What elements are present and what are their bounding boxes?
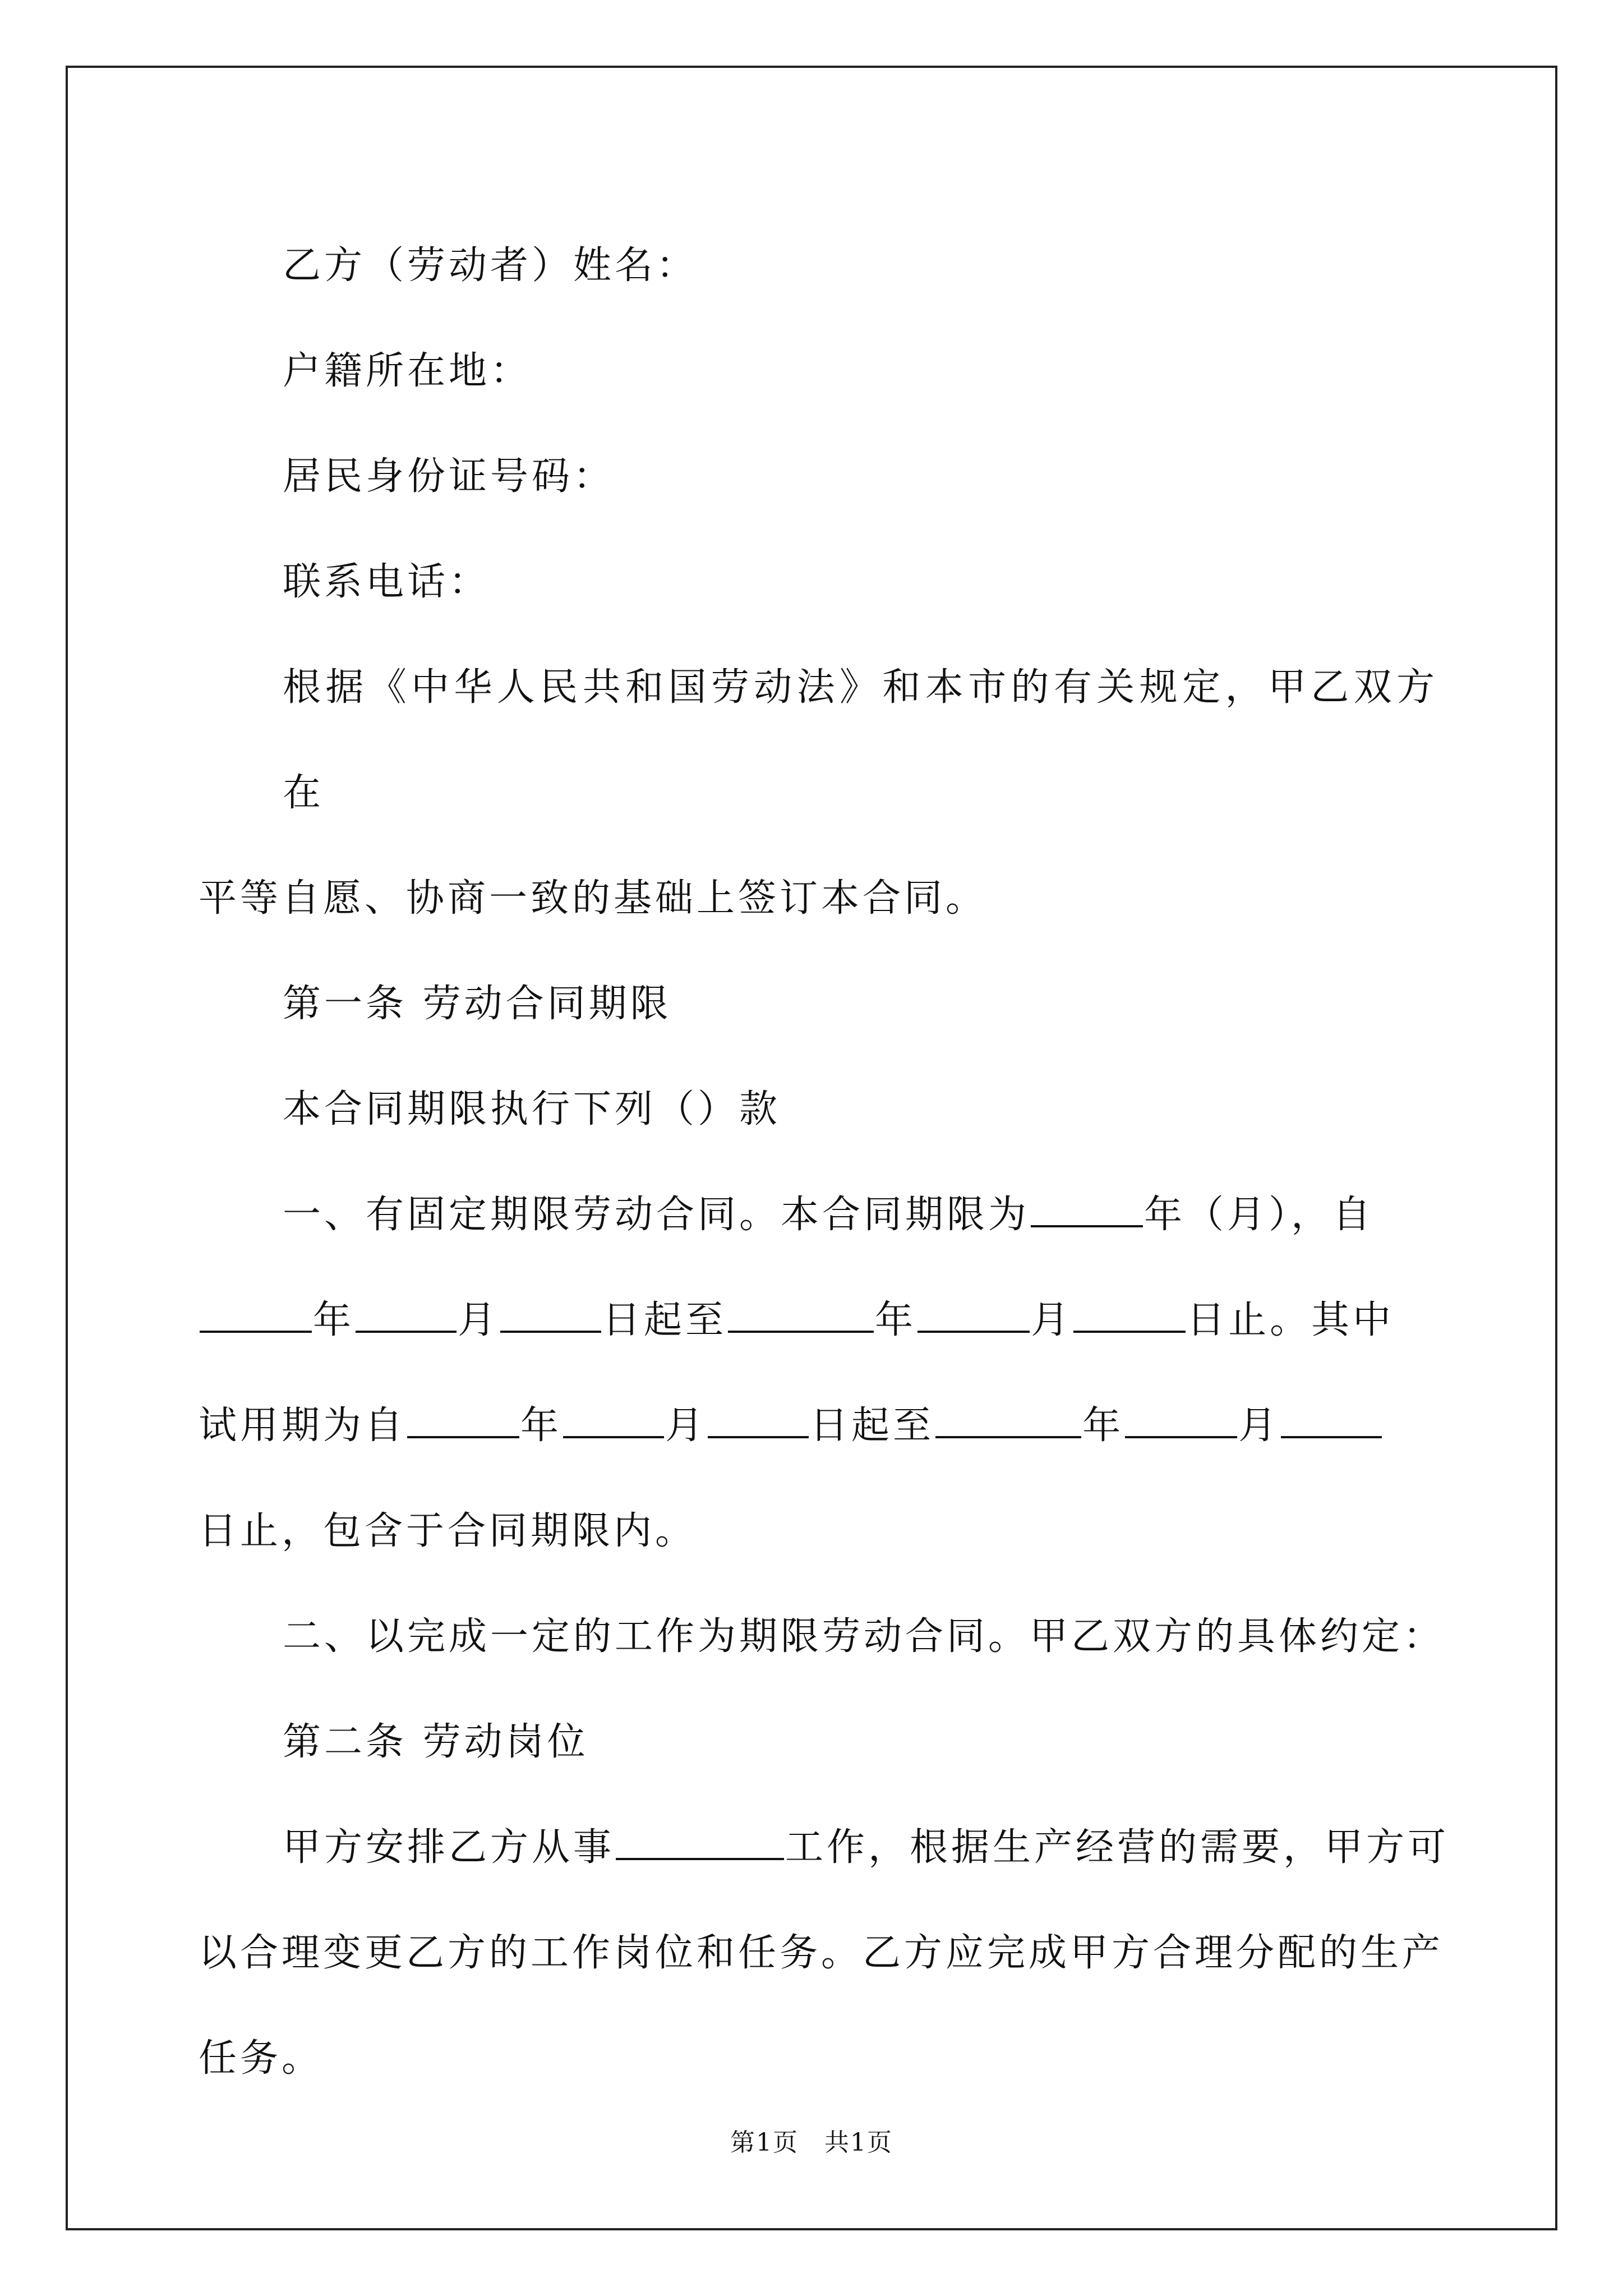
label-end: 日止。其中 [1187,1298,1395,1342]
label-month-4: 月 [1238,1404,1280,1448]
probation-start-day-blank [708,1406,809,1438]
job-blank [616,1828,784,1860]
label-day-from: 日起至 [602,1298,727,1342]
probation-end-day-blank [1281,1406,1382,1438]
label-year-3: 年 [520,1404,562,1448]
label-month: 月 [458,1298,500,1342]
label-day-from-2: 日起至 [810,1404,935,1448]
start-month-blank [356,1300,457,1333]
label-month-2: 月 [1031,1298,1073,1342]
label-month-3: 月 [665,1404,707,1448]
article-2-title: 第二条 劳动岗位 [283,1720,589,1764]
label-year-2: 年 [875,1298,917,1342]
probation-start-year-blank [407,1406,519,1438]
end-month-blank [917,1300,1030,1333]
page-footer: 第1页 共1页 [730,2128,893,2157]
label-year: 年 [313,1298,355,1342]
probation-text: 试用期为自 [199,1404,407,1448]
term-text: 一、有固定期限劳动合同。本合同期限为 [283,1193,1030,1237]
intro-paragraph-line-2: 平等自愿、协商一致的基础上签订本合同。 [199,876,988,921]
end-year-blank [728,1300,874,1333]
document-body [199,213,1450,2111]
article-1-item-1-line-1 [199,1162,1438,1268]
article-2-line-2: 以合理变更乙方的工作岗位和任务。乙方应完成甲方合理分配的生产 [199,1931,1444,1975]
job-text: 甲方安排乙方从事 [283,1825,615,1870]
article-2-line-1 [199,1795,1450,1901]
term-unit-text: 年（月），自 [1144,1193,1375,1237]
probation-start-month-blank [563,1406,664,1438]
probation-end-month-blank [1125,1406,1237,1438]
intro-text-1: 根据《中华人民共和国劳动法》和本市的有关规定，甲乙双方在 [283,665,1438,815]
intro-paragraph-line-1 [199,635,1438,846]
start-year-blank [200,1300,312,1333]
label-year-4: 年 [1082,1404,1124,1448]
phone-line: 联系电话： [283,560,491,604]
article-1-item-1-line-3 [199,1373,1438,1479]
article-1-item-1-line-2 [199,1268,1438,1373]
probation-end-year-blank [935,1406,1081,1438]
article-1-item-1-line-4: 日止，包含于合同期限内。 [199,1509,697,1553]
job-text-2: 工作，根据生产经营的需要，甲方可 [785,1825,1450,1870]
id-number-line: 居民身份证号码： [283,454,615,499]
hukou-line: 户籍所在地： [283,349,532,393]
article-1-title: 第一条 劳动合同期限 [283,982,672,1026]
start-day-blank [500,1300,601,1333]
article-2-line-3: 任务。 [199,2036,324,2081]
end-day-blank [1073,1300,1186,1333]
worker-name-line: 乙方（劳动者）姓名： [283,243,698,288]
article-1-choice: 本合同期限执行下列（）款 [283,1087,781,1131]
term-blank [1031,1195,1143,1227]
article-1-item-2: 二、以完成一定的工作为期限劳动合同。甲乙双方的具体约定： [283,1614,1445,1659]
